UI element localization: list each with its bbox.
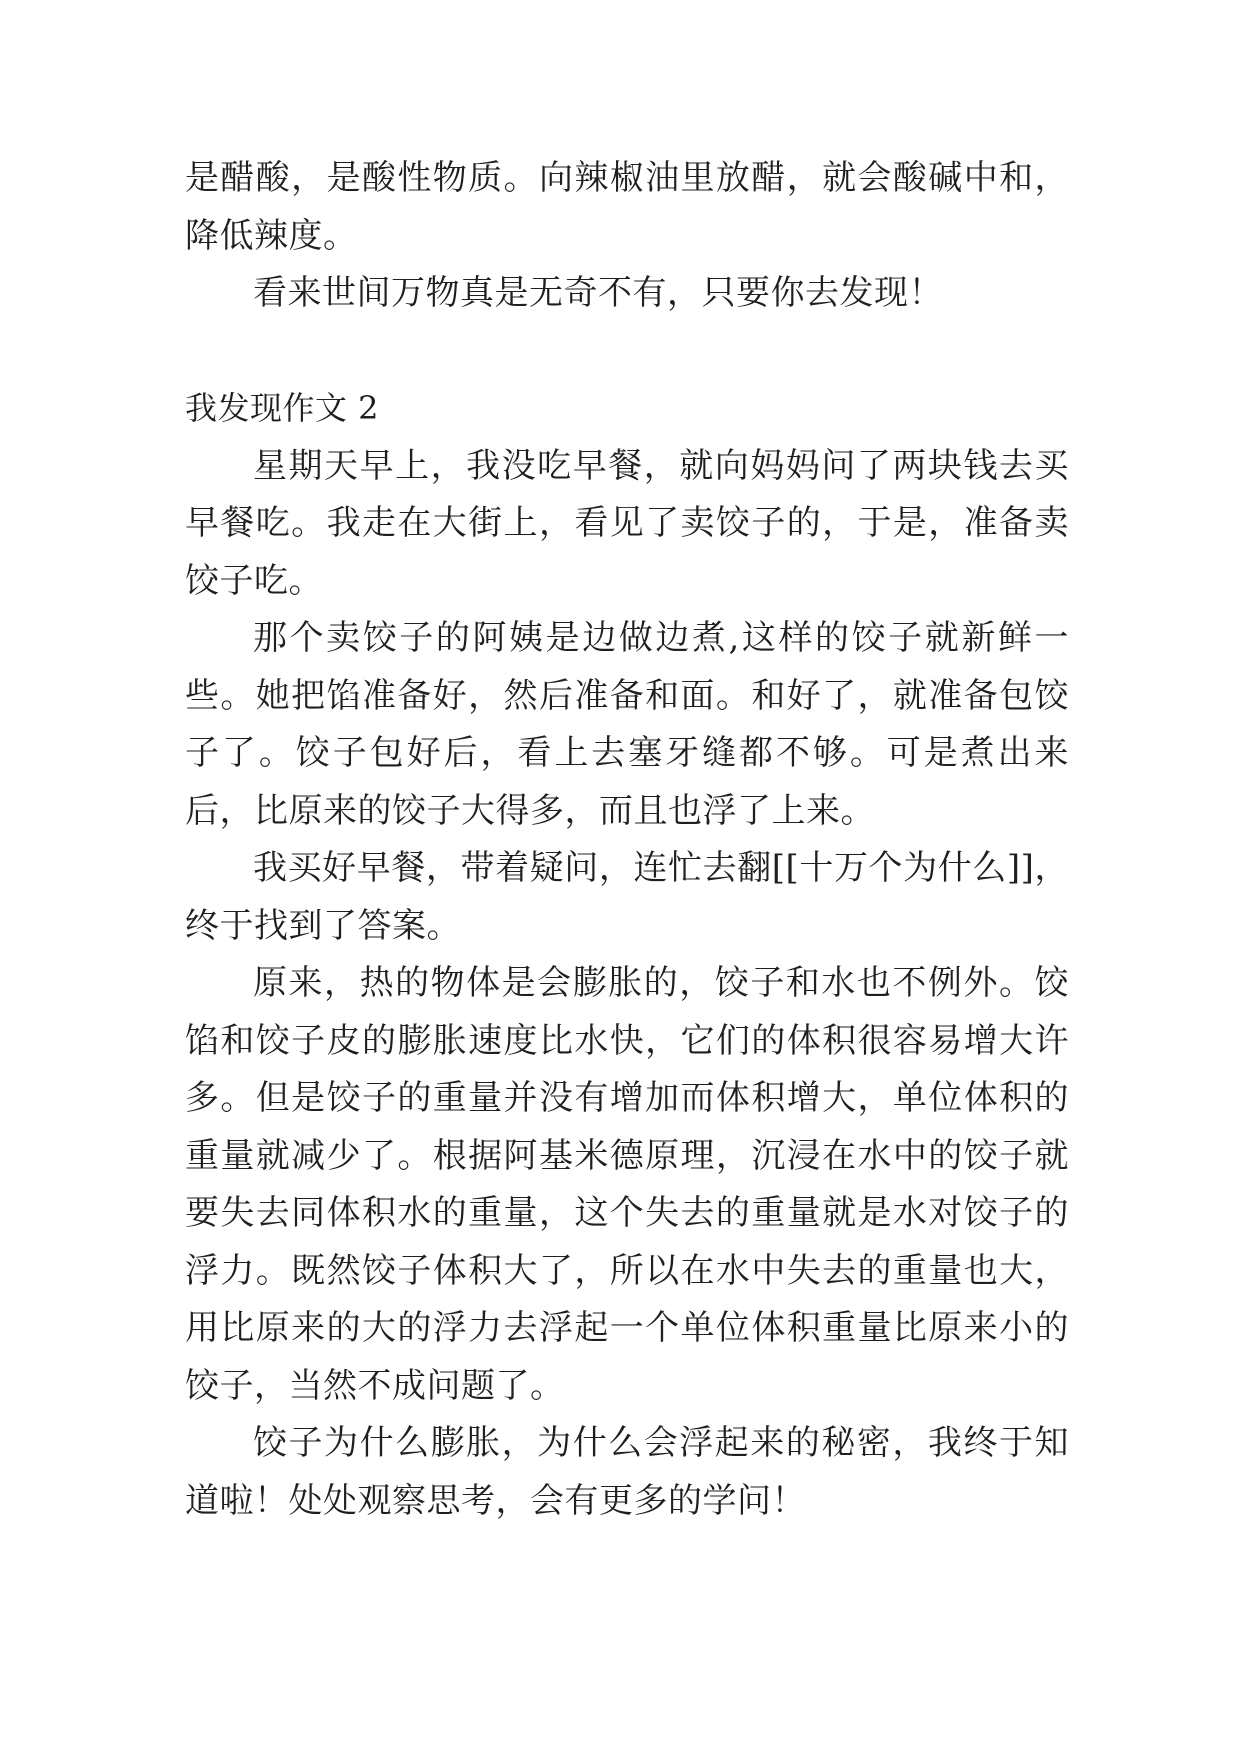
paragraph-essay2-question: 我买好早餐，带着疑问，连忙去翻[[十万个为什么]]，终于找到了答案。 — [185, 848, 1069, 946]
section-title: 我发现作文 2 — [185, 389, 380, 427]
paragraph-essay2-intro: 星期天早上，我没吃早餐，就向妈妈问了两块钱去买早餐吃。我走在大街上，看见了卖饺子的，于是，准备卖饺子吃。 — [185, 445, 1069, 601]
paragraph-continuation: 是醋酸，是酸性物质。向辣椒油里放醋，就会酸碱中和，降低辣度。 — [185, 158, 1069, 256]
paragraph-essay2-conclusion: 饺子为什么膨胀，为什么会浮起来的秘密，我终于知道啦！处处观察思考，会有更多的学问！ — [185, 1423, 1069, 1521]
paragraph-closing-essay-1: 看来世间万物真是无奇不有，只要你去发现！ — [253, 273, 943, 313]
paragraph-essay2-making-dumplings: 那个卖饺子的阿姨是边做边煮,这样的饺子就新鲜一些。她把馅准备好，然后准备和面。和好了，就准备包饺子了。饺子包好后，看上去塞牙缝都不够。可是煮出来后，比原来的饺子大得多，而且也浮了上来。 — [185, 618, 1069, 831]
paragraph-essay2-explanation: 原来，热的物体是会膨胀的，饺子和水也不例外。饺馅和饺子皮的膨胀速度比水快，它们的体积很容易增大许多。但是饺子的重量并没有增加而体积增大，单位体积的重量就减少了。根据阿基米德原理，沉浸在水中的饺子就要失去同体积水的重量，这个失去的重量就是水对饺子的浮力。既然饺子体积大了，所以在水中失去的重量也大，用比原来的大的浮力去浮起一个单位体积重量比原来小的饺子，当然不成问题了。 — [185, 963, 1069, 1406]
